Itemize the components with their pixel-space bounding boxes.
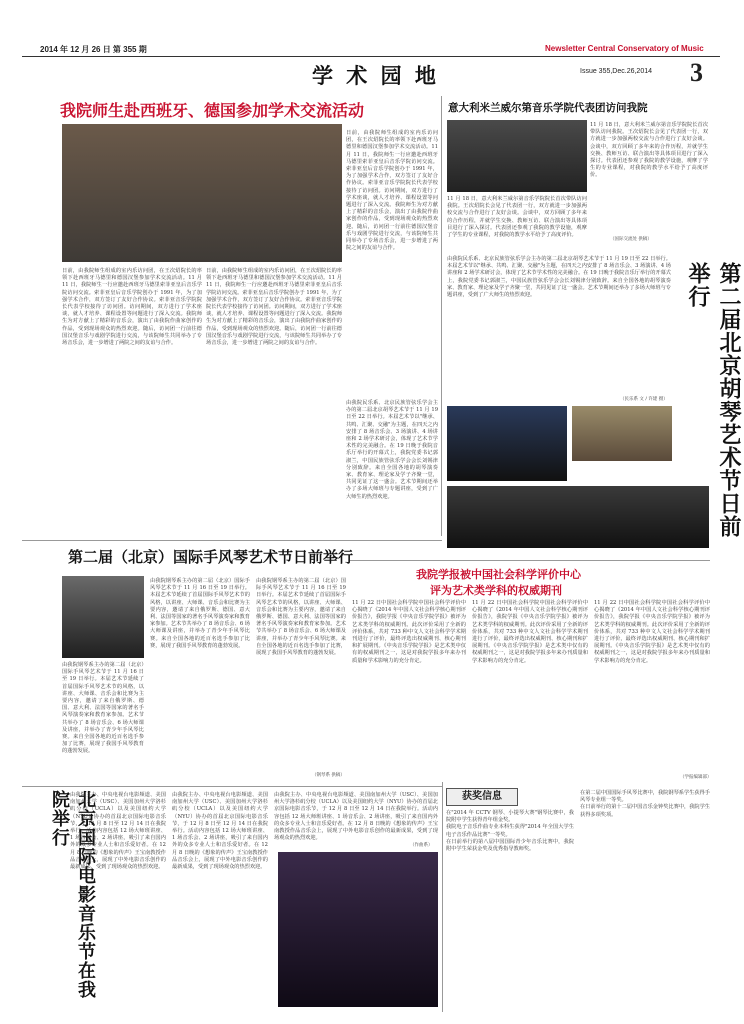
awards-col2 (580, 790, 710, 1010)
issue-label: Issue 355,Dec.26,2014 (580, 68, 652, 75)
italy-body-right: 11 月 18 日，意大利米兰威尔第音乐学院院长首次带队访问我院。王次炤院长会见了代表团一行，双方就进一步加强两校交流与合作进行了友好会谈。会谈中，双方回顾了多年来的合作历程，并就学生交换、教师互访、联合演出等具体项目进行了深入探讨。代表团还参观了我院的教学设施，观摩了学生的专业课程，对我院的教学水平给予了高度评价。 (590, 122, 708, 179)
italy-title: 意大利米兰威尔第音乐学院代表团访问我院 (448, 102, 648, 114)
accordion-caption: （钢琴系 供稿） (312, 773, 345, 778)
erhu-body-top: 由我院民乐系、北京民族管弦乐学会主办的第二届北京胡琴艺术节于 11 月 19 日至 22 日举行。本届艺术节以"继承、共鸣、汇聚、交融"为主题，在四天之内安排了 8 场音乐会、3 场演讲、4 场讲座和 2 场学术研讨会，体现了艺术节学术性的完美融合。在 19 日晚于我院音乐厅举行的开幕式上，我院党委书记郭淑兰，中国民族管弦乐学会会长刘锡津分别致辞。来自全国各地的胡琴演奏家、教育家、理论家及学子齐聚一堂，共同见证了这一盛会。艺术节期间还举办了多场大师班与专题讲座，受到了广大师生的热烈欢迎。 (447, 256, 671, 299)
exchange-group-photo (62, 124, 342, 262)
newsletter-label: Newsletter Central Conservatory of Music (545, 44, 704, 53)
journal-title-line2: 评为艺术类学科的权威期刊 (430, 584, 562, 597)
film-caption: （作曲系） (410, 843, 433, 848)
film-body-col3: 由我院主办、中央电视台电影频道、美国南加州大学（USC）、美国加州大学洛杉矶分校（UCLA）以及美国纽约大学（NYU）协办的首届北京国际电影音乐节，于 12 月 8 日至 12 月 14 日在我院举行。活动内容包括 12 场大师班讲座、1 场音乐会、2 场讲座，吸引了来自国内外的众多专业人士和音乐爱好者。在 12 月 8 日晚的《想象的传声》王宝南教授作品音乐会上，展现了中外电影音乐创作的最新成果，受到了现场观众的热烈欢迎。 (274, 792, 438, 842)
journal-body-col2: 11 月 22 日中国社会科学院中国社会科学评价中心揭晓了《2014 年中国人文社会科学核心期刊评价报告》，我院学报《中央音乐学院学报》被评为艺术类学科的权威期刊。此次评价采用了全新的评价体系，共对 733 种中文人文社会科学学术期刊进行了评价，最终评选出权威期刊、核心期刊和扩展期刊。《中央音乐学院学报》是艺术类中仅有的权威期刊之一，这是对我院学报多年来办刊质量和学术影响力的充分肯定。 (472, 600, 588, 664)
accordion-photo (62, 576, 144, 658)
journal-caption: （学报编辑部） (680, 775, 712, 780)
film-vertical-title: 北京国际电影音乐节在我院举行 (49, 790, 96, 999)
italy-caption: （国际交流处 供稿） (610, 237, 652, 242)
awards-title: 获奖信息 (446, 788, 518, 806)
erhu-body-left: 由我院民乐系、北京民族管弦乐学会主办的第二届北京胡琴艺术节于 11 月 19 日至 22 日举行。本届艺术节以"继承、共鸣、汇聚、交融"为主题，在四天之内安排了 8 场音乐会、3 场演讲、4 场讲座和 2 场学术研讨会，体现了艺术节学术性的完美融合。在 19 日晚于我院音乐厅举行的开幕式上，我院党委书记郭淑兰，中国民族管弦乐学会会长刘锡津分别致辞。来自全国各地的胡琴演奏家、教育家、理论家及学子齐聚一堂，共同见证了这一盛会。艺术节期间还举办了多场大师班与专题讲座，受到了广大师生的热烈欢迎。 (346, 400, 438, 500)
erhu-caption: （民乐系 文 / 许建 摄） (620, 397, 668, 402)
film-body-col2: 由我院主办、中央电视台电影频道、美国南加州大学（USC）、美国加州大学洛杉矶分校（UCLA）以及美国纽约大学（NYU）协办的首届北京国际电影音乐节，于 12 月 8 日至 12 月 14 日在我院举行。活动内容包括 12 场大师班讲座、1 场音乐会、2 场讲座，吸引了来自国内外的众多专业人士和音乐爱好者。在 12 月 8 日晚的《想象的传声》王宝南教授作品音乐会上，展现了中外电影音乐创作的最新成果，受到了现场观众的热烈欢迎。 (172, 792, 268, 871)
section-divider (22, 540, 442, 541)
exchange-title: 我院师生赴西班牙、德国参加学术交流活动 (60, 101, 365, 120)
italy-body-left: 11 月 18 日，意大利米兰威尔第音乐学院院长首次带队访问我院。王次炤院长会见了代表团一行，双方就进一步加强两校交流与合作进行了友好会谈。会谈中，双方回顾了多年来的合作历程，并就学生交换、教师互访、联合演出等具体项目进行了深入探讨。代表团还参观了我院的教学设施，观摩了学生的专业课程，对我院的教学水平给予了高度评价。 (447, 196, 587, 239)
film-body-col1: 由我院主办、中央电视台电影频道、美国南加州大学（USC）、美国加州大学洛杉矶分校（UCLA）以及美国纽约大学（NYU）协办的首届北京国际电影音乐节，于 12 月 8 日至 12 月 14 日在我院举行。活动内容包括 12 场大师班讲座、1 场音乐会、2 场讲座，吸引了来自国内外的众多专业人士和音乐爱好者。在 12 月 8 日晚的《想象的传声》王宝南教授作品音乐会上，展现了中外电影音乐创作的最新成果，受到了现场观众的热烈欢迎。 (70, 792, 166, 871)
column-divider (442, 782, 443, 1012)
journal-body-col1: 11 月 22 日中国社会科学院中国社会科学评价中心揭晓了《2014 年中国人文社会科学核心期刊评价报告》，我院学报《中央音乐学院学报》被评为艺术类学科的权威期刊。此次评价采用了全新的评价体系，共对 733 种中文人文社会科学学术期刊进行了评价，最终评选出权威期刊、核心期刊和扩展期刊。《中央音乐学院学报》是艺术类中仅有的权威期刊之一，这是对我院学报多年来办刊质量和学术影响力的充分肯定。 (352, 600, 466, 664)
section-divider (22, 786, 442, 787)
accordion-body-col3: 由我院钢琴系主办的第二届（北京）国际手风琴艺术节于 11 月 16 日至 19 日举行。本届艺术节延续了首届国际手风琴艺术节的风格，以讲座、大师课、音乐会和比赛为主要内容，邀请了来自俄罗斯、德国、意大利、法国等国家的著名手风琴演奏家和教育家参加。艺术节共举办了 8 场音乐会、6 场大师课及讲座，并举办了青少年手风琴比赛。来自全国各地的近百名选手参加了比赛，展现了我国手风琴教育的蓬勃发展。 (256, 578, 346, 657)
accordion-title: 第二届（北京）国际手风琴艺术节日前举行 (68, 548, 354, 566)
masthead-rule (22, 56, 720, 57)
awards-col1 (446, 810, 574, 1010)
award-item: 我院电子音乐作曲专业本科生获得"2014 年全国大学生电子音乐作品比赛"一等奖。 (446, 824, 574, 838)
erhu-poster-photo (572, 406, 672, 461)
award-item: 在"2014 年 CCTV 钢琴、小提琴大赛"钢琴比赛中，我院附中学生获得青年组金奖。 (446, 810, 574, 824)
accordion-body-col1: 由我院钢琴系主办的第二届（北京）国际手风琴艺术节于 11 月 16 日至 19 日举行。本届艺术节延续了首届国际手风琴艺术节的风格，以讲座、大师课、音乐会和比赛为主要内容，邀请了来自俄罗斯、德国、意大利、法国等国家的著名手风琴演奏家和教育家参加。艺术节共举办了 8 场音乐会、6 场大师课及讲座，并举办了青少年手风琴比赛。来自全国各地的近百名选手参加了比赛，展现了我国手风琴教育的蓬勃发展。 (62, 662, 144, 755)
exchange-body-col3: 日前，由我院师生组成的室内乐访问团，在王次炤院长的率领下赴西班牙马德里和德国汉堡参加学术交流活动。11 月 11 日，我院师生一行应邀赴西班牙马德里索菲亚皇后音乐学院访问交流。索菲亚皇后音乐学院创办于 1991 年，为了加强学术合作，双方签订了友好合作协议。索菲亚音乐学院院长代表学校接待了访问团。访问期间，双方进行了学术座谈，就人才培养、课程设置等问题进行了深入交流。我院师生为对方献上了精彩的音乐会，演出了由我院作曲家创作的作品，受到现场观众的热烈欢迎。随后，访问团一行前往德国汉堡音乐与戏剧学院进行交流，与该院师生共同举办了专场音乐会，进一步增进了两院之间的友谊与合作。 (346, 130, 438, 252)
film-performance-photo (278, 852, 438, 1007)
journal-title-line1: 我院学报被中国社会科学评价中心 (416, 568, 581, 581)
issue-date: 2014 年 12 月 26 日 第 355 期 (40, 45, 147, 54)
award-item: 在第二届中国国际手风琴比赛中，我院钢琴系学生获得手风琴专业组一等奖。 (580, 790, 710, 804)
erhu-vertical-title: 第二届北京胡琴艺术节日前举行 (685, 262, 741, 538)
award-item: 在日前举行的第八届中国国际青少年音乐比赛中，我院附中学生荣获金奖及优秀指导教师奖。 (446, 838, 574, 853)
section-title: 学 术 园 地 (312, 64, 439, 88)
accordion-body-col2: 由我院钢琴系主办的第二届（北京）国际手风琴艺术节于 11 月 16 日至 19 日举行。本届艺术节延续了首届国际手风琴艺术节的风格，以讲座、大师课、音乐会和比赛为主要内容，邀请了来自俄罗斯、德国、意大利、法国等国家的著名手风琴演奏家和教育家参加。艺术节共举办了 8 场音乐会、6 场大师课及讲座，并举办了青少年手风琴比赛。来自全国各地的近百名选手参加了比赛，展现了我国手风琴教育的蓬勃发展。 (150, 578, 250, 649)
exchange-body-col2: 日前，由我院师生组成的室内乐访问团，在王次炤院长的率领下赴西班牙马德里和德国汉堡参加学术交流活动。11 月 11 日，我院师生一行应邀赴西班牙马德里索菲亚皇后音乐学院访问交流。索菲亚皇后音乐学院创办于 1991 年，为了加强学术合作，双方签订了友好合作协议。索菲亚音乐学院院长代表学校接待了访问团。访问期间，双方进行了学术座谈，就人才培养、课程设置等问题进行了深入交流。我院师生为对方献上了精彩的音乐会，演出了由我院作曲家创作的作品，受到现场观众的热烈欢迎。随后，访问团一行前往德国汉堡音乐与戏剧学院进行交流，与该院师生共同举办了专场音乐会，进一步增进了两院之间的友谊与合作。 (206, 268, 342, 347)
column-divider (441, 96, 442, 536)
section-divider (350, 560, 710, 561)
erhu-concert-photo (447, 406, 567, 481)
journal-body-col3: 11 月 22 日中国社会科学院中国社会科学评价中心揭晓了《2014 年中国人文社会科学核心期刊评价报告》，我院学报《中央音乐学院学报》被评为艺术类学科的权威期刊。此次评价采用了全新的评价体系，共对 733 种中文人文社会科学学术期刊进行了评价，最终评选出权威期刊、核心期刊和扩展期刊。《中央音乐学院学报》是艺术类中仅有的权威期刊之一，这是对我院学报多年来办刊质量和学术影响力的充分肯定。 (594, 600, 710, 664)
page-number: 3 (690, 58, 703, 87)
erhu-stage-photo (447, 486, 709, 548)
award-item: 在日前举行的第十二届中国音乐金钟奖比赛中，我院学生获得多项奖项。 (580, 804, 710, 818)
exchange-body-col1: 日前，由我院师生组成的室内乐访问团，在王次炤院长的率领下赴西班牙马德里和德国汉堡参加学术交流活动。11 月 11 日，我院师生一行应邀赴西班牙马德里索菲亚皇后音乐学院访问交流。索菲亚皇后音乐学院创办于 1991 年，为了加强学术合作，双方签订了友好合作协议。索菲亚音乐学院院长代表学校接待了访问团。访问期间，双方进行了学术座谈，就人才培养、课程设置等问题进行了深入交流。我院师生为对方献上了精彩的音乐会，演出了由我院作曲家创作的作品，受到现场观众的热烈欢迎。随后，访问团一行前往德国汉堡音乐与戏剧学院进行交流，与该院师生共同举办了专场音乐会，进一步增进了两院之间的友谊与合作。 (62, 268, 202, 347)
italy-photo (447, 120, 587, 192)
